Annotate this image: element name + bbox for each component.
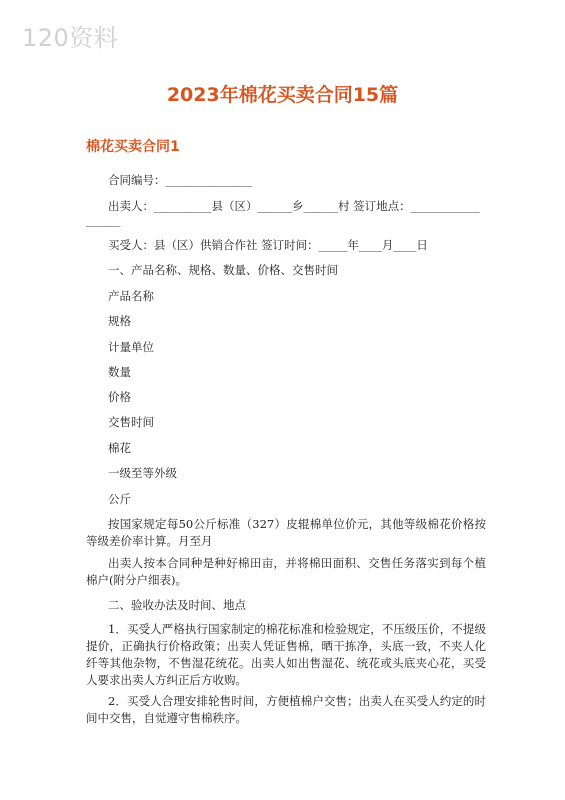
- paragraph-inspection-1: 1．买受人严格执行国家制定的棉花标准和检验规定，不压级压价，不提级提价，正确执行价格政策；出卖人凭证售棉，晒干拣净，头底一致，不夹人化纤等其他杂物，不售湿花统花。出卖人如出售湿花、统花或头底夹心花，买受人要求出卖人方纠正后方收购。: [86, 622, 486, 687]
- item-unit: 计量单位: [108, 340, 154, 354]
- paragraph-pricing: 按国家规定每50公斤标准（327）皮辊棉单位价元，其他等级棉花价格按等级差价率计算。月至月: [86, 517, 486, 548]
- paragraph-inspection-2: 2．买受人合理安排轮售时间，方便植棉户交售；出卖人在买受人约定的时间中交售，自觉遵守售棉秩序。: [86, 694, 486, 725]
- seller-line: 出卖人：__________县（区）______乡______村 签订地点：____________: [108, 199, 480, 213]
- item-grade: 一级至等外级: [108, 466, 177, 480]
- item-price: 价格: [108, 390, 131, 404]
- item-spec: 规格: [108, 314, 131, 328]
- clause-1-title: 一、产品名称、规格、数量、价格、交售时间: [108, 263, 338, 277]
- seller-line-continuation: ______: [86, 213, 121, 227]
- item-kilogram: 公斤: [108, 492, 131, 506]
- clause-2-title: 二、验收办法及时间、地点: [108, 598, 246, 612]
- buyer-line: 买受人：县（区）供销合作社 签订时间：_____年____月____日: [108, 238, 428, 252]
- document-title: 2023年棉花买卖合同15篇: [166, 84, 399, 106]
- contract-number-line: 合同编号：_______________: [108, 173, 252, 187]
- item-cotton: 棉花: [108, 441, 131, 455]
- paragraph-planting: 出卖人按本合同种是种好棉田亩，并将棉田面积、交售任务落实到每个植棉户(附分户细表)。: [86, 556, 486, 587]
- watermark-logo: 120资料: [22, 24, 119, 52]
- item-sale-time: 交售时间: [108, 415, 154, 429]
- section-heading: 棉花买卖合同1: [86, 139, 180, 155]
- item-quantity: 数量: [108, 365, 131, 379]
- item-name: 产品名称: [108, 289, 154, 303]
